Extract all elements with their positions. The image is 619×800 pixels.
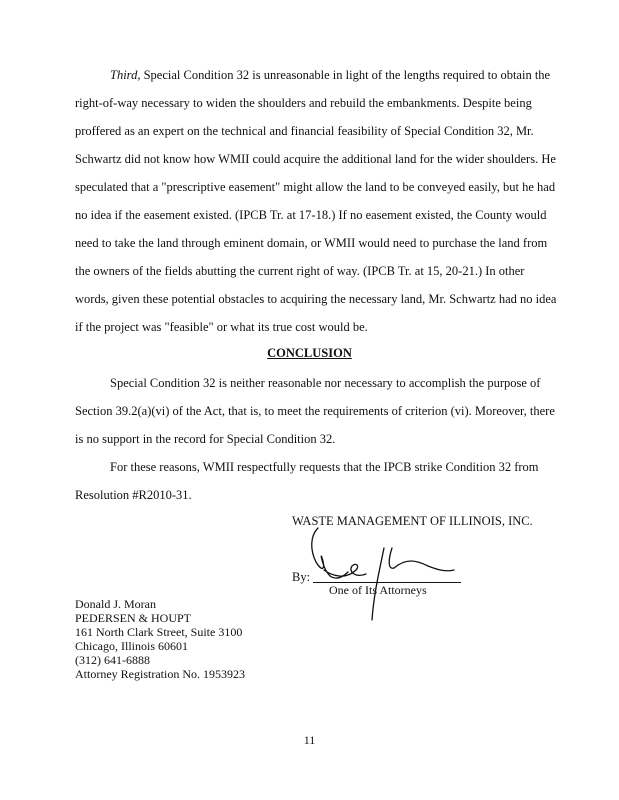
law-firm: PEDERSEN & HOUPT	[75, 611, 192, 625]
handwritten-signature	[296, 520, 466, 625]
signer-role: One of Its Attorneys	[329, 583, 427, 597]
emphasis-third: Third	[110, 68, 138, 82]
paragraph-line: right-of-way necessary to widen the shoulders and rebuild the embankments. Despite being	[75, 96, 532, 110]
paragraph-line: proffered as an expert on the technical and financial feasibility of Special Condition 32, Mr.	[75, 124, 534, 138]
paragraph-line: Resolution #R2010-31.	[75, 488, 192, 502]
street-address: 161 North Clark Street, Suite 3100	[75, 625, 243, 639]
paragraph-line: need to take the land through eminent domain, or WMII would need to purchase the land from	[75, 236, 548, 250]
paragraph-line: Section 39.2(a)(vi) of the Act, that is, to meet the requirements of criterion (vi). Moreover, there	[75, 404, 555, 418]
paragraph-line	[110, 68, 550, 82]
paragraph-line: if the project was "feasible" or what its true cost would be.	[75, 320, 368, 334]
paragraph-text: , Special Condition 32 is unreasonable in light of the lengths required to obtain the	[137, 68, 551, 82]
by-label: By:	[292, 570, 311, 584]
paragraph-line: is no support in the record for Special Condition 32.	[75, 432, 336, 446]
firm-name: WASTE MANAGEMENT OF ILLINOIS, INC.	[292, 514, 533, 528]
paragraph-line: Special Condition 32 is neither reasonable nor necessary to accomplish the purpose of	[110, 376, 541, 390]
paragraph-line: For these reasons, WMII respectfully requests that the IPCB strike Condition 32 from	[110, 460, 539, 474]
city-state-zip: Chicago, Illinois 60601	[75, 639, 188, 653]
paragraph-line: Schwartz did not know how WMII could acquire the additional land for the wider shoulders. He	[75, 152, 556, 166]
attorney-name: Donald J. Moran	[75, 597, 156, 611]
page-number: 11	[303, 733, 316, 747]
section-heading: CONCLUSION	[267, 346, 352, 360]
paragraph-line: no idea if the easement existed. (IPCB Tr. at 17-18.) If no easement existed, the County would	[75, 208, 547, 222]
registration-number: Attorney Registration No. 1953923	[75, 667, 245, 681]
phone-number: (312) 641-6888	[75, 653, 150, 667]
paragraph-line: the owners of the fields abutting the current right of way. (IPCB Tr. at 15, 20-21.) In other	[75, 264, 525, 278]
paragraph-line: words, given these potential obstacles to acquiring the necessary land, Mr. Schwartz had no idea	[75, 292, 557, 306]
paragraph-line: speculated that a "prescriptive easement" might allow the land to be conveyed easily, but he had	[75, 180, 556, 194]
